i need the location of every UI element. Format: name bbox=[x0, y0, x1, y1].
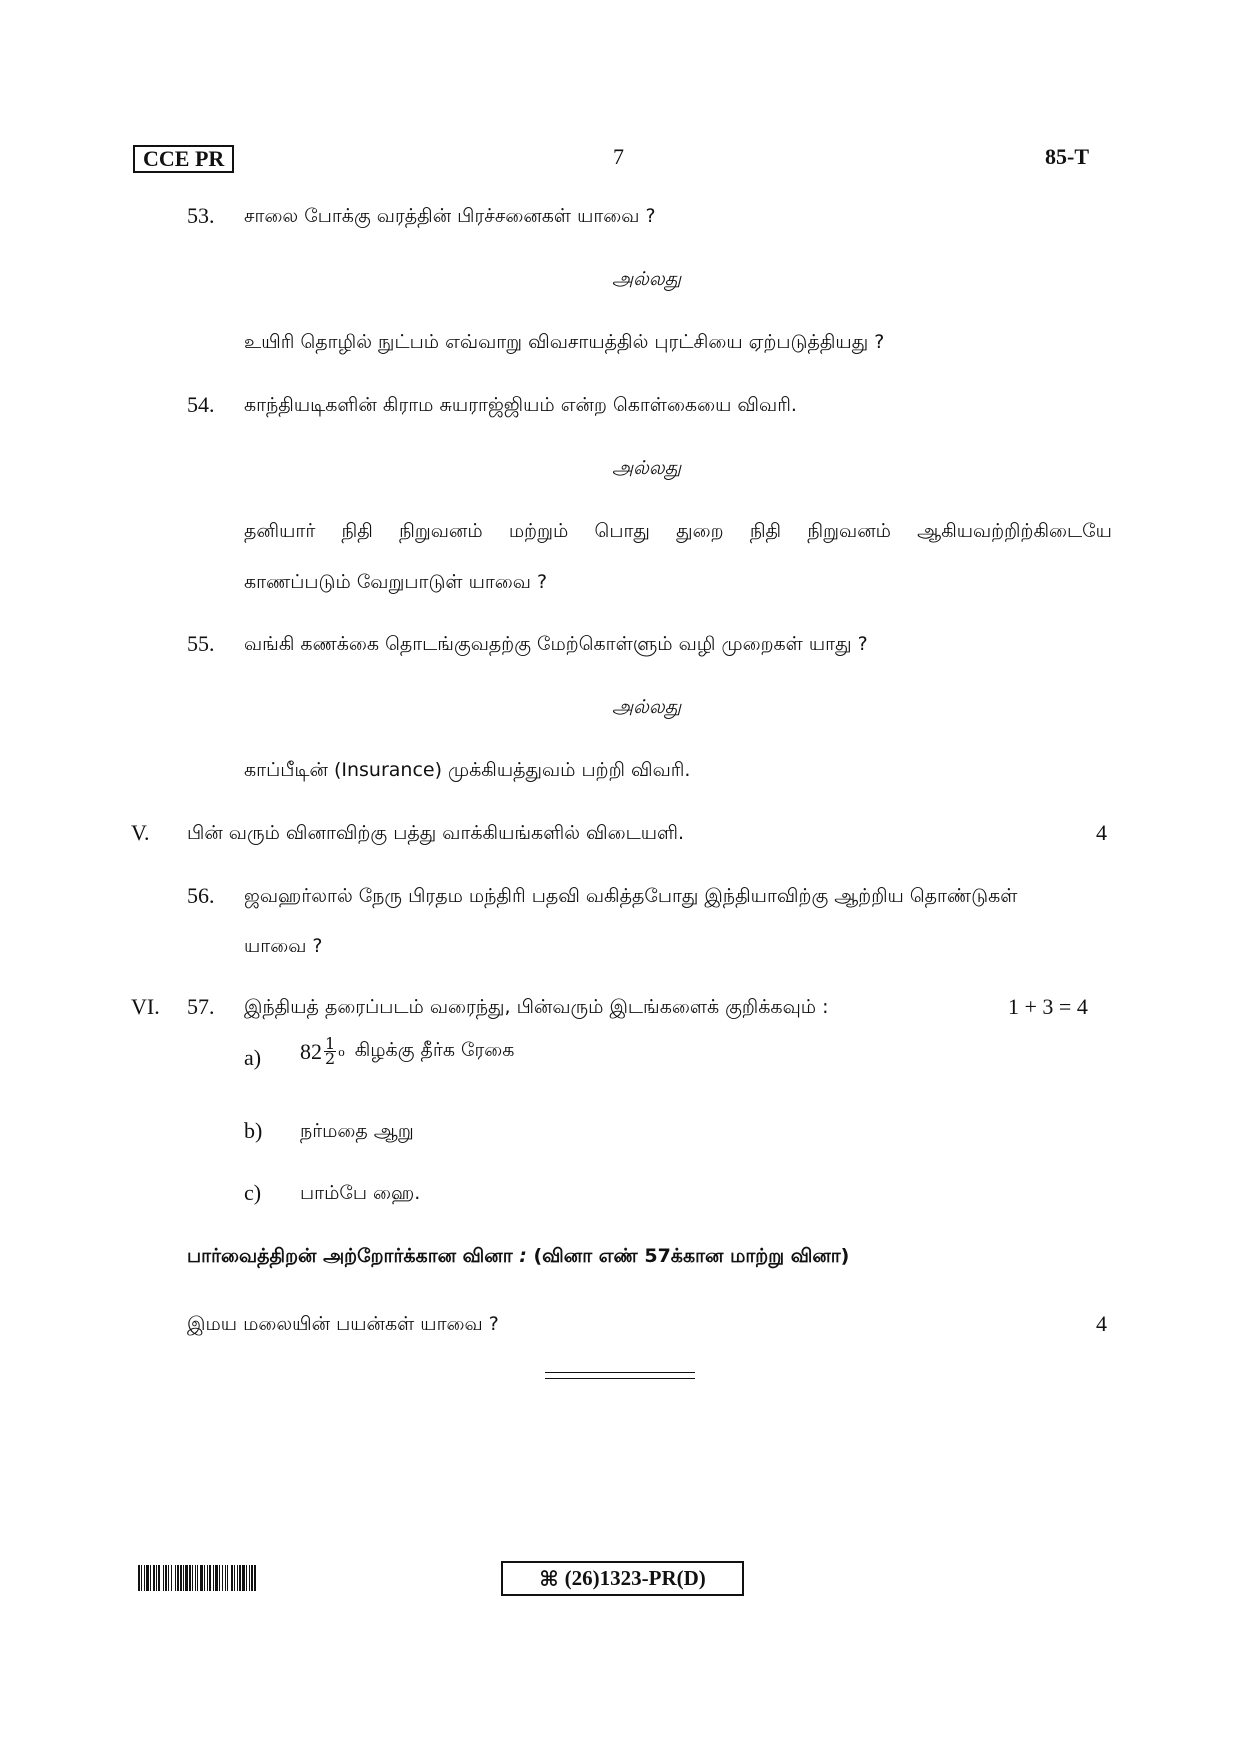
word: தனியார் bbox=[244, 520, 316, 542]
word: நிறுவனம் bbox=[807, 520, 891, 542]
question-number-57: 57. bbox=[187, 994, 215, 1019]
question-number-55: 55. bbox=[187, 631, 215, 656]
question-54-alt-line2: காணப்படும் வேறுபாடுள் யாவை ? bbox=[244, 571, 548, 593]
page-number: 7 bbox=[613, 144, 624, 169]
half-fraction bbox=[324, 1034, 336, 1068]
longitude-degrees: 82 bbox=[300, 1038, 322, 1064]
fraction-numerator: 1 bbox=[325, 1034, 336, 1053]
end-rule bbox=[545, 1372, 695, 1379]
item-c-text: பாம்பே ஹை. bbox=[300, 1182, 421, 1204]
item-b-text: நர்மதை ஆறு bbox=[300, 1120, 414, 1142]
word: நிதி bbox=[341, 520, 373, 542]
word: நிறுவனம் bbox=[399, 520, 483, 542]
question-57-marks: 1 + 3 = 4 bbox=[1008, 994, 1088, 1019]
alt-question-text: இமய மலையின் பயன்கள் யாவை ? bbox=[187, 1313, 499, 1335]
fraction-denominator: 2 bbox=[325, 1049, 336, 1068]
question-53-alt-text: உயிரி தொழில் நுட்பம் எவ்வாறு விவசாயத்தில் புரட்சியை ஏற்படுத்தியது ? bbox=[244, 331, 885, 353]
word: பொது bbox=[594, 520, 650, 542]
section-v-instruction: பின் வரும் வினாவிற்கு பத்து வாக்கியங்களில் விடையளி. bbox=[187, 822, 685, 844]
section-v-marks: 4 bbox=[1096, 820, 1107, 845]
question-53-text: சாலை போக்கு வரத்தின் பிரச்சனைகள் யாவை ? bbox=[244, 205, 656, 227]
item-b-label: b) bbox=[244, 1118, 263, 1143]
word: நிதி bbox=[749, 520, 782, 542]
question-number-54: 54. bbox=[187, 392, 215, 417]
alt-question-heading bbox=[187, 1245, 849, 1270]
item-a-text: கிழக்கு தீர்க ரேகை bbox=[354, 1039, 515, 1061]
paper-code: 85-T bbox=[1045, 144, 1089, 169]
word: மற்றும் bbox=[508, 520, 569, 542]
question-56-line1: ஜவஹர்லால் நேரு பிரதம மந்திரி பதவி வகித்தபோது இந்தியாவிற்கு ஆற்றிய தொண்டுகள் bbox=[244, 885, 1018, 907]
item-a-value bbox=[300, 1034, 515, 1068]
question-54-alt-line1 bbox=[244, 520, 1112, 545]
item-a-label: a) bbox=[244, 1045, 262, 1070]
alt-heading-paren: (வினா எண் 57க்கான மாற்று வினா) bbox=[533, 1245, 850, 1267]
question-55-alt-text: காப்பீடின் (Insurance) முக்கியத்துவம் பற்றி விவரி. bbox=[244, 759, 691, 781]
barcode-image bbox=[138, 1565, 370, 1591]
command-icon: ⌘ bbox=[539, 1566, 559, 1591]
header-code-box: CCE PR bbox=[133, 145, 234, 173]
barcode-bar bbox=[256, 1565, 257, 1591]
section-v-roman: V. bbox=[131, 820, 150, 845]
question-54-text: காந்தியடிகளின் கிராம சுயராஜ்ஜியம் என்ற கொள்கையை விவரி. bbox=[244, 394, 797, 416]
or-label-54: அல்லது bbox=[612, 457, 682, 479]
question-number-53: 53. bbox=[187, 203, 215, 228]
question-56-line2: யாவை ? bbox=[244, 935, 323, 957]
question-57-text: இந்தியத் தரைப்படம் வரைந்து, பின்வரும் இடங்களைக் குறிக்கவும் : bbox=[244, 996, 829, 1018]
alt-heading-tamil: பார்வைத்திறன் அற்றோர்க்கான வினா bbox=[187, 1245, 513, 1267]
or-label-53: அல்லது bbox=[612, 268, 682, 290]
section-vi-roman: VI. bbox=[131, 994, 160, 1019]
question-number-56: 56. bbox=[187, 883, 215, 908]
word: துறை bbox=[676, 520, 724, 542]
word: ஆகியவற்றிற்கிடையே bbox=[917, 520, 1112, 542]
alt-question-marks: 4 bbox=[1096, 1311, 1107, 1336]
alt-heading-colon: : bbox=[512, 1245, 534, 1267]
question-55-text: வங்கி கணக்கை தொடங்குவதற்கு மேற்கொள்ளும் வழி முறைகள் யாது ? bbox=[244, 633, 868, 655]
footer-code-box bbox=[501, 1561, 744, 1596]
degree-symbol: o bbox=[338, 1043, 345, 1059]
or-label-55: அல்லது bbox=[612, 696, 682, 718]
footer-code: (26)1323-PR(D) bbox=[564, 1566, 706, 1590]
item-c-label: c) bbox=[244, 1180, 262, 1205]
